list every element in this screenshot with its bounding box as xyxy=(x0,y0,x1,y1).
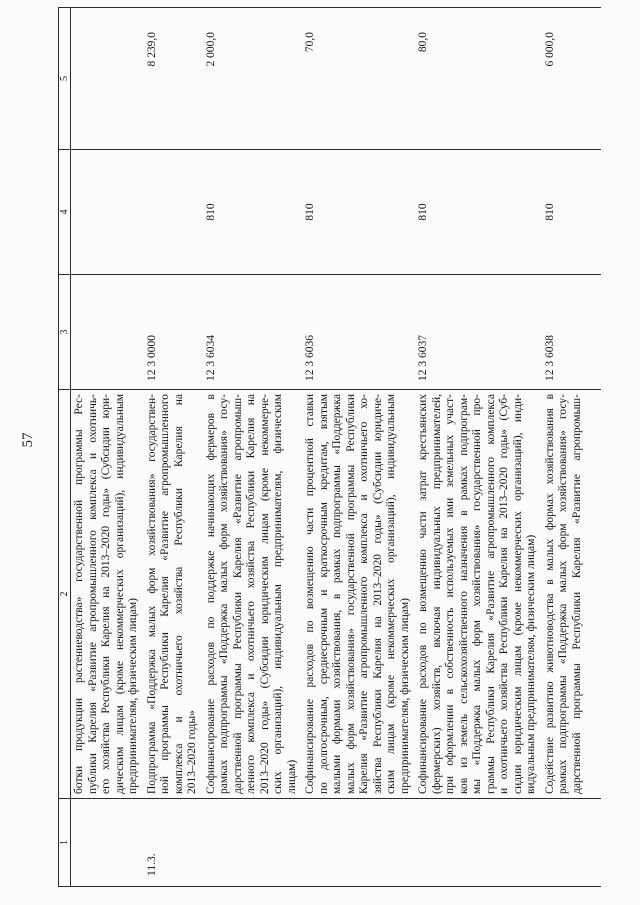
table-row xyxy=(71,8,141,887)
description-line: лицам) xyxy=(285,759,298,794)
description-line: ботки продукции растениеводства» государственной программы Рес- xyxy=(73,394,85,794)
row-number-cell xyxy=(412,799,539,887)
description-line: (фермерских) хозяйств, включая индивидуальных предпринимателей, xyxy=(430,394,443,794)
description-line: рамках подпрограммы «Поддержка малых форм хозяйствования» госу- xyxy=(557,394,569,794)
header-col-2: 2 xyxy=(59,390,71,799)
description-line: граммы Республики Карелия «Развитие агропромышленного комплекса xyxy=(484,394,497,794)
description-line: видуальным предпринимателям, физическим лицам) xyxy=(525,534,537,794)
description-line: и охотничьего хозяйства Республики Карелия на 2013–2020 годы» (Суб- xyxy=(498,394,510,794)
header-row xyxy=(59,8,71,887)
amount-cell: 8 239,0 xyxy=(141,8,200,150)
row-number-cell xyxy=(539,799,602,887)
header-col-4: 4 xyxy=(59,150,71,275)
expense-type-cell: 810 xyxy=(299,150,412,275)
row-number-cell xyxy=(71,799,141,887)
budget-table xyxy=(58,7,601,887)
header-col-3: 3 xyxy=(59,275,71,390)
expense-type-cell: 810 xyxy=(200,150,300,275)
description-cell xyxy=(299,390,412,799)
code-cell: 12 3 6037 xyxy=(412,275,539,390)
description-line: публики Карелия «Развитие агропромышленного комплекса и охотничь- xyxy=(86,394,99,794)
table-row xyxy=(141,8,200,887)
table-row xyxy=(539,8,602,887)
description-line: рамках подпрограммы «Поддержка малых форм хозяйствования» госу- xyxy=(218,394,230,794)
row-number-cell xyxy=(299,799,412,887)
header-col-5: 5 xyxy=(59,8,71,150)
expense-type-cell: 810 xyxy=(539,150,602,275)
table-row xyxy=(299,8,412,887)
description-line: Софинансирование расходов по поддержке начинающих фермеров в xyxy=(204,394,217,794)
description-line: его хозяйства Республики Карелия на 2013–2020 годы» (Субсидии юри- xyxy=(100,394,112,794)
description-line: малыми формами хозяйствования, в рамках подпрограммы «Поддержка xyxy=(331,394,343,794)
description-line: Карелия «Развитие агропромышленного комплекса и охотничьего хо- xyxy=(358,394,370,794)
amount-cell: 80,0 xyxy=(412,8,539,150)
description-line: ских организаций), индивидуальным предпринимателям, физическим xyxy=(272,394,284,794)
description-cell xyxy=(412,390,539,799)
description-line: комплекса и охотничьего хозяйства Республики Карелия на xyxy=(172,394,185,794)
description-line: предпринимателям, физическим лицам) xyxy=(398,598,411,794)
description-line: ленного комплекса и охотничьего хозяйства Республики Карелия на xyxy=(245,394,257,794)
description-line: ков из земель сельскохозяйственного назначения в рамках подпрограм- xyxy=(457,394,470,794)
description-line: Софинансирование расходов по возмещению части процентной ставки xyxy=(304,394,316,794)
description-line: по долгосрочным, среднесрочным и краткосрочным кредитам, взятым xyxy=(317,394,330,794)
description-line: ским лицам (кроме некоммерческих организаций), индивидуальным xyxy=(385,394,397,794)
description-line: дарственной программы Республики Карелия «Развитие агропромыш- xyxy=(231,394,244,794)
description-cell xyxy=(200,390,300,799)
code-cell: 12 3 6038 xyxy=(539,275,602,390)
amount-cell: 70,0 xyxy=(299,8,412,150)
description-line: зяйства Республики Карелия на 2013–2020 годы» (Субсидии юридиче- xyxy=(371,394,384,794)
description-line: Подпрограмма «Поддержка малых форм хозяйствования» государствен- xyxy=(145,394,158,794)
description-line: 2013–2020 годы» (Субсидии юридическим лицам (кроме некоммерче- xyxy=(258,394,271,794)
amount-cell: 2 000,0 xyxy=(200,8,300,150)
expense-type-cell xyxy=(71,150,141,275)
page-number: 57 xyxy=(20,432,36,448)
code-cell: 12 3 6036 xyxy=(299,275,412,390)
description-cell xyxy=(141,390,200,799)
description-line: дическим лицам (кроме некоммерческих организаций), индивидуальным xyxy=(113,394,126,794)
description-line: Софинансирование расходов по возмещению части затрат крестьянских xyxy=(417,394,429,794)
table-row xyxy=(200,8,300,887)
description-line: Содействие развитию животноводства в малых формах хозяйствования в xyxy=(543,394,556,794)
description-cell xyxy=(71,390,141,799)
code-cell: 12 3 0000 xyxy=(141,275,200,390)
table-row xyxy=(412,8,539,887)
description-cell xyxy=(539,390,602,799)
description-line: мы «Поддержка малых форм хозяйствования» государственной про- xyxy=(471,394,483,794)
row-number-cell: 11.3. xyxy=(141,799,200,887)
header-col-1: 1 xyxy=(59,799,71,887)
expense-type-cell xyxy=(141,150,200,275)
description-line: 2013–2020 годы» xyxy=(186,710,198,794)
code-cell xyxy=(71,275,141,390)
description-line: малых форм хозяйствования» государственной программы Республики xyxy=(344,394,357,794)
description-line: при оформлении в собственность используемых ими земельных участ- xyxy=(444,394,456,794)
code-cell: 12 3 6034 xyxy=(200,275,300,390)
description-line: предпринимателям, физическим лицам) xyxy=(127,598,139,794)
description-line: дарственной программы Республики Карелия «Развитие агропромыш- xyxy=(570,394,583,794)
expense-type-cell: 810 xyxy=(412,150,539,275)
description-line: ной программы Республики Карелия «Развитие агропромышленного xyxy=(159,394,171,794)
row-number-cell xyxy=(200,799,300,887)
description-line: сидии юридическим лицам (кроме некоммерческих организаций), инди- xyxy=(511,394,524,794)
amount-cell: 6 000,0 xyxy=(539,8,602,150)
amount-cell xyxy=(71,8,141,150)
